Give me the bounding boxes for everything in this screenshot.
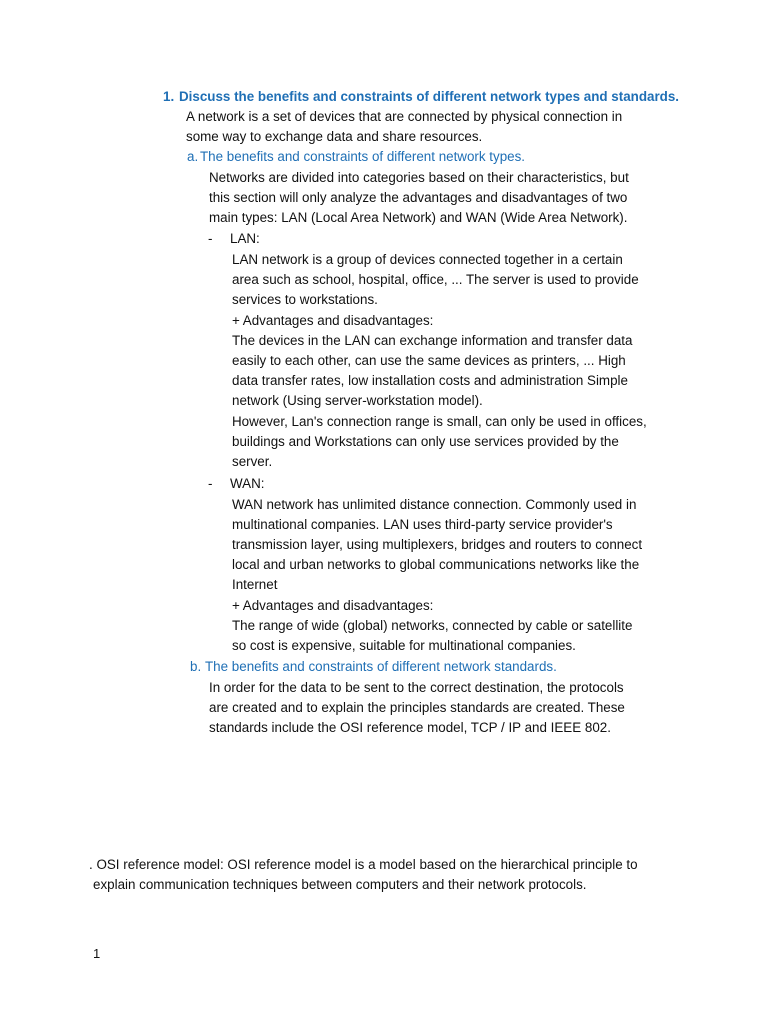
lan-disadvantages: buildings and Workstations can only use services provided by the xyxy=(232,434,619,449)
section-a-paragraph: this section will only analyze the advantages and disadvantages of two xyxy=(209,190,628,205)
wan-label: WAN: xyxy=(230,476,265,491)
heading-number: 1. xyxy=(163,89,175,104)
lan-advantages: The devices in the LAN can exchange information and transfer data xyxy=(232,333,633,348)
wan-description: multinational companies. LAN uses third-party service provider's xyxy=(232,517,613,532)
wan-description: Internet xyxy=(232,577,278,592)
lan-description: area such as school, hospital, office, ... The server is used to provide xyxy=(232,272,639,287)
wan-advantages: The range of wide (global) networks, connected by cable or satellite xyxy=(232,618,633,633)
wan-description: WAN network has unlimited distance connection. Commonly used in xyxy=(232,497,637,512)
section-a-title: The benefits and constraints of different network types. xyxy=(200,149,526,164)
section-b-paragraph: are created and to explain the principles standards are created. These xyxy=(209,700,625,715)
page-number: 1 xyxy=(93,946,101,961)
section-b-title: The benefits and constraints of different network standards. xyxy=(205,659,557,674)
section-b-paragraph: standards include the OSI reference model, TCP / IP and IEEE 802. xyxy=(209,720,611,735)
intro-line: some way to exchange data and share resources. xyxy=(186,129,483,144)
lan-advantages: data transfer rates, low installation costs and administration Simple xyxy=(232,373,628,388)
lan-disadvantages: However, Lan's connection range is small, can only be used in offices, xyxy=(232,414,647,429)
lan-advantages: easily to each other, can use the same devices as printers, ... High xyxy=(232,353,626,368)
section-a-paragraph: Networks are divided into categories based on their characteristics, but xyxy=(209,170,629,185)
wan-description: local and urban networks to global communications networks like the xyxy=(232,557,640,572)
lan-label: LAN: xyxy=(230,231,260,246)
section-b-letter: b. xyxy=(190,659,202,674)
lan-adv-label: + Advantages and disadvantages: xyxy=(232,313,434,328)
lan-bullet: - xyxy=(208,231,213,246)
lan-description: services to workstations. xyxy=(232,292,378,307)
wan-bullet: - xyxy=(208,476,213,491)
section-a-letter: a. xyxy=(187,149,199,164)
osi-paragraph: explain communication techniques between computers and their network protocols. xyxy=(93,877,587,892)
lan-disadvantages: server. xyxy=(232,454,273,469)
intro-line: A network is a set of devices that are connected by physical connection in xyxy=(186,109,623,124)
wan-advantages: so cost is expensive, suitable for multinational companies. xyxy=(232,638,576,653)
section-b-paragraph: In order for the data to be sent to the correct destination, the protocols xyxy=(209,680,624,695)
section-a-paragraph: main types: LAN (Local Area Network) and WAN (Wide Area Network). xyxy=(209,210,628,225)
lan-advantages: network (Using server-workstation model). xyxy=(232,393,483,408)
wan-adv-label: + Advantages and disadvantages: xyxy=(232,598,434,613)
heading-title: Discuss the benefits and constraints of different network types and standards. xyxy=(179,89,680,104)
lan-description: LAN network is a group of devices connected together in a certain xyxy=(232,252,623,267)
wan-description: transmission layer, using multiplexers, bridges and routers to connect xyxy=(232,537,643,552)
osi-paragraph: . OSI reference model: OSI reference model is a model based on the hierarchical principle to xyxy=(89,857,638,872)
